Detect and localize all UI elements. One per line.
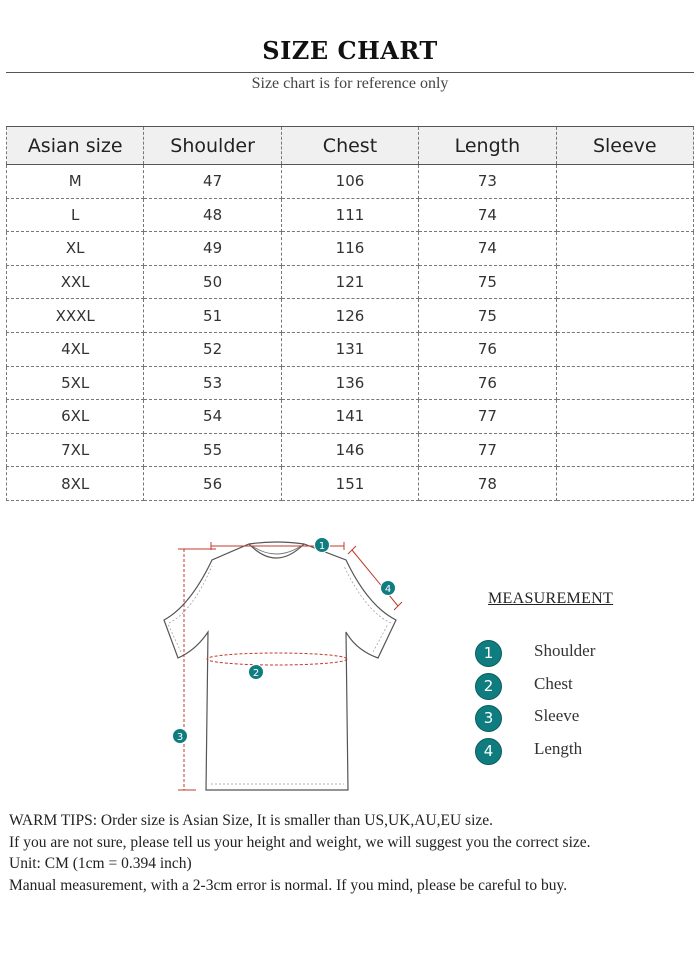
marker-4 (381, 581, 396, 596)
table-cell: 151 (281, 467, 418, 501)
table-row (7, 232, 694, 266)
table-cell: 131 (281, 332, 418, 366)
table-row (7, 299, 694, 333)
table-cell: 7XL (7, 433, 144, 467)
warm-tips (9, 810, 695, 896)
tshirt-outline (164, 542, 396, 790)
table-row (7, 332, 694, 366)
table-cell: 4XL (7, 332, 144, 366)
table-cell: L (7, 198, 144, 232)
table-cell: 78 (419, 467, 556, 501)
table-row (7, 366, 694, 400)
table-cell: 8XL (7, 467, 144, 501)
table-cell: 111 (281, 198, 418, 232)
table-cell: XXXL (7, 299, 144, 333)
column-header-length: Length (419, 127, 556, 165)
table-cell: XL (7, 232, 144, 266)
table-cell: 76 (419, 366, 556, 400)
tshirt-measurement-diagram (156, 528, 426, 798)
table-cell (556, 366, 693, 400)
legend-item-length (475, 738, 675, 764)
table-row (7, 400, 694, 434)
table-cell: 141 (281, 400, 418, 434)
measurement-title: MEASUREMENT (488, 590, 614, 607)
table-cell: 75 (419, 265, 556, 299)
legend-item-chest (475, 673, 675, 699)
table-cell: 56 (144, 467, 281, 501)
marker-2 (249, 665, 264, 680)
table-cell (556, 165, 693, 199)
svg-text:4: 4 (384, 584, 392, 595)
table-cell: 77 (419, 433, 556, 467)
number-badge-icon: 1 (475, 640, 502, 667)
tip-line: WARM TIPS: Order size is Asian Size, It is smaller than US,UK,AU,EU size. (9, 812, 494, 829)
legend-label: Sleeve (534, 706, 580, 725)
table-cell: 6XL (7, 400, 144, 434)
svg-text:1: 1 (318, 541, 326, 552)
table-cell (556, 299, 693, 333)
table-cell (556, 232, 693, 266)
number-badge-icon: 2 (475, 673, 502, 700)
tip-line: Manual measurement, with a 2-3cm error is normal. If you mind, please be careful to buy. (9, 876, 568, 894)
table-cell: 106 (281, 165, 418, 199)
table-cell (556, 198, 693, 232)
table-cell: 73 (419, 165, 556, 199)
table-cell: 53 (144, 366, 281, 400)
table-row (7, 165, 694, 199)
page-title: SIZE CHART (262, 36, 438, 65)
table-cell: 47 (144, 165, 281, 199)
table-cell: 50 (144, 265, 281, 299)
table-cell: 54 (144, 400, 281, 434)
table-cell: 52 (144, 332, 281, 366)
number-badge-icon: 3 (475, 705, 502, 732)
table-cell (556, 433, 693, 467)
table-cell: 126 (281, 299, 418, 333)
table-cell: M (7, 165, 144, 199)
table-cell (556, 467, 693, 501)
table-row (7, 433, 694, 467)
tip-line: Unit: CM (1cm = 0.394 inch) (9, 855, 192, 872)
table-header-row (7, 127, 694, 165)
column-header-asian-size: Asian size (7, 127, 144, 165)
table-cell: 49 (144, 232, 281, 266)
table-cell: 74 (419, 232, 556, 266)
legend-label: Chest (534, 674, 573, 693)
table-cell: 74 (419, 198, 556, 232)
table-cell: 76 (419, 332, 556, 366)
table-row (7, 265, 694, 299)
table-cell: 75 (419, 299, 556, 333)
table-cell: 77 (419, 400, 556, 434)
column-header-shoulder: Shoulder (144, 127, 281, 165)
table-row (7, 198, 694, 232)
table-cell (556, 265, 693, 299)
table-cell: 48 (144, 198, 281, 232)
table-cell: 121 (281, 265, 418, 299)
table-cell: XXL (7, 265, 144, 299)
legend-label: Length (534, 739, 583, 758)
marker-3 (173, 729, 188, 744)
column-header-chest: Chest (281, 127, 418, 165)
table-cell: 51 (144, 299, 281, 333)
legend-label: Shoulder (534, 641, 596, 660)
page-subtitle: Size chart is for reference only (251, 75, 449, 92)
marker-1 (315, 538, 330, 553)
table-cell (556, 400, 693, 434)
title-divider (6, 72, 694, 73)
table-row (7, 467, 694, 501)
column-header-sleeve: Sleeve (556, 127, 693, 165)
table-cell (556, 332, 693, 366)
legend-item-sleeve (475, 705, 675, 731)
table-cell: 146 (281, 433, 418, 467)
tip-line: If you are not sure, please tell us your height and weight, we will suggest you the correct size. (9, 833, 591, 851)
table-cell: 5XL (7, 366, 144, 400)
table-cell: 116 (281, 232, 418, 266)
svg-text:3: 3 (176, 732, 184, 743)
table-cell: 136 (281, 366, 418, 400)
legend-item-shoulder (475, 640, 675, 666)
table-cell: 55 (144, 433, 281, 467)
number-badge-icon: 4 (475, 738, 502, 765)
svg-text:2: 2 (252, 668, 260, 679)
size-table (6, 126, 694, 501)
